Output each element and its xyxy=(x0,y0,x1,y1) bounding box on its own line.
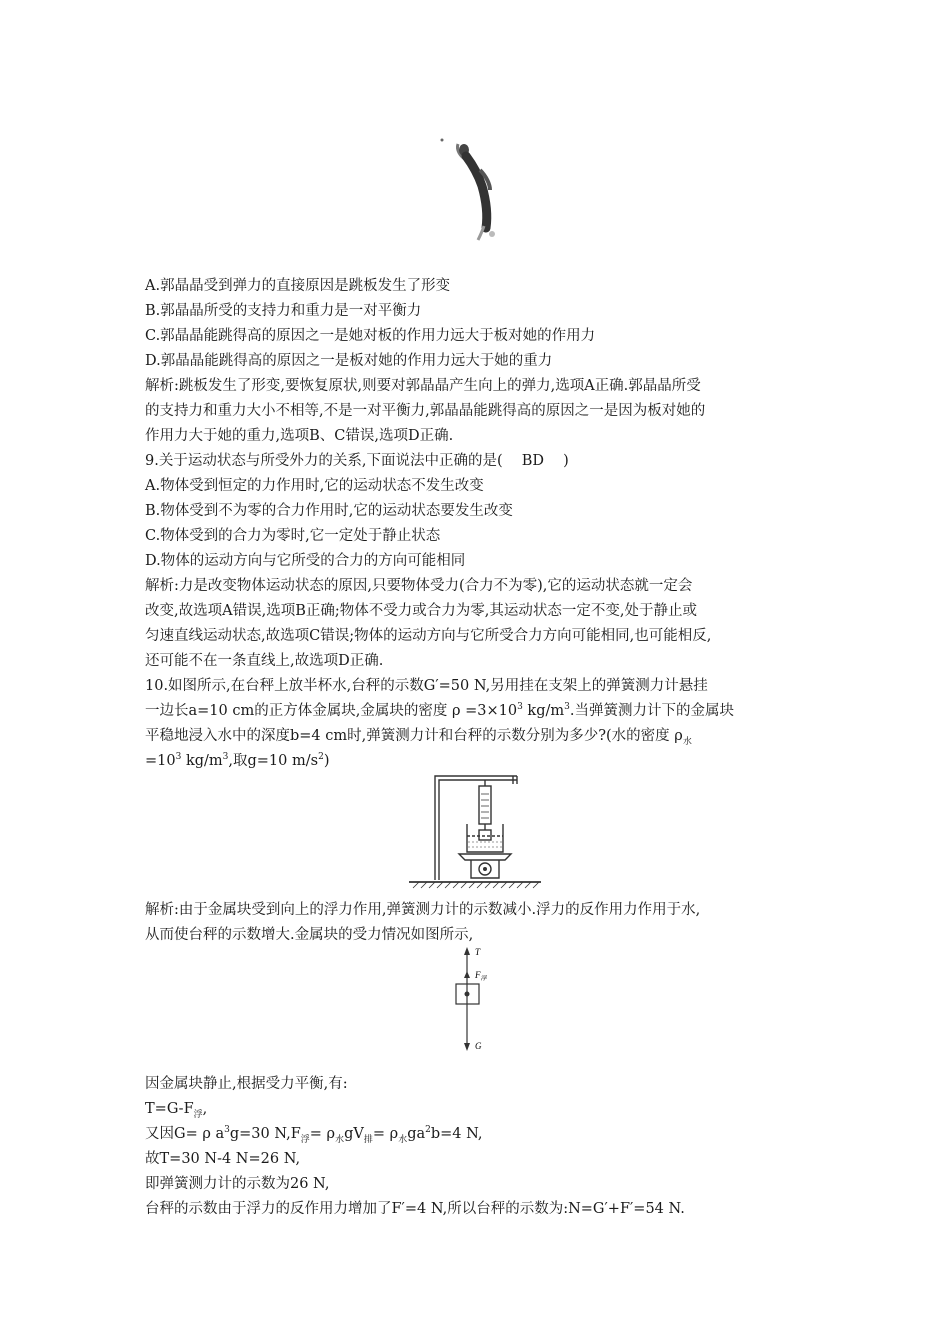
q8-analysis-line-1: 解析:跳板发生了形变,要恢复原状,则要对郭晶晶产生向上的弹力,选项A正确.郭晶晶所受 xyxy=(145,378,701,394)
solution-line-2: $T=G-F_浮$, xyxy=(145,1101,208,1120)
q8-option-b: B.郭晶晶所受的支持力和重力是一对平衡力 xyxy=(145,303,422,319)
diver-legs xyxy=(478,226,484,240)
support-frame xyxy=(435,776,517,880)
q9-option-b: B.物体受到不为零的合力作用时,它的运动状态要发生改变 xyxy=(145,503,513,519)
scale-pan xyxy=(459,854,511,860)
q9-analysis-line-2: 改变,故选项A错误,选项B正确;物体不受力或合力为零,其运动状态一定不变,处于静止或 xyxy=(145,603,697,619)
q8-option-c: C.郭晶晶能跳得高的原因之一是她对板的作用力远大于板对她的作用力 xyxy=(145,328,596,344)
solution-line-6: 台秤的示数由于浮力的反作用力增加了F′=4 N,所以台秤的示数为:N=G′+F′=54 N. xyxy=(145,1201,685,1217)
water-lines xyxy=(468,842,502,847)
q9-analysis-line-3: 匀速直线运动状态,故选项C错误;物体的运动方向与它所受合力方向可能相同,也可能相反, xyxy=(145,628,712,644)
force-diagram xyxy=(445,945,515,1053)
diver-feet xyxy=(489,231,495,237)
spring-scale-ticks xyxy=(481,794,489,818)
solution-line-5: 即弹簧测力计的示数为26 N, xyxy=(145,1176,330,1192)
q10-stem-line-1: 10.如图所示,在台秤上放半杯水,台秤的示数G′=50 N,另用挂在支架上的弹簧测力计悬挂 xyxy=(145,678,708,694)
solution-line-1: 因金属块静止,根据受力平衡,有: xyxy=(145,1076,348,1092)
q9-option-d: D.物体的运动方向与它所受的合力的方向可能相同 xyxy=(145,553,466,569)
q9-stem: 9.关于运动状态与所受外力的关系,下面说法中正确的是( BD ) xyxy=(145,453,569,469)
q10-stem-line-2: 一边长a=10 cm的正方体金属块,金属块的密度 $\rho =3\times 10^3$ $kg/m^3$.当弹簧测力计下的金属块 xyxy=(145,702,734,719)
q9-analysis-line-1: 解析:力是改变物体运动状态的原因,只要物体受力(合力不为零),它的运动状态就一定会 xyxy=(145,578,693,594)
buoyancy-arrowhead xyxy=(464,971,470,978)
tension-arrowhead xyxy=(464,947,470,955)
tension-label: T xyxy=(475,947,481,957)
diver-body xyxy=(466,156,487,228)
q8-analysis-line-2: 的支持力和重力大小不相等,不是一对平衡力,郭晶晶能跳得高的原因之一是因为板对她的 xyxy=(145,403,706,419)
gravity-label: G xyxy=(475,1041,482,1051)
scale-dial-center xyxy=(483,867,487,871)
ground-hatching xyxy=(413,882,539,888)
q8-option-a: A.郭晶晶受到弹力的直接原因是跳板发生了形变 xyxy=(145,278,451,294)
block-center-dot xyxy=(465,992,470,997)
q10-analysis-line-2: 从而使台秤的示数增大.金属块的受力情况如图所示, xyxy=(145,927,474,943)
diver-hand xyxy=(441,139,444,142)
apparatus-figure xyxy=(405,772,545,892)
metal-block xyxy=(479,830,491,840)
q8-option-d: D.郭晶晶能跳得高的原因之一是板对她的作用力远大于她的重力 xyxy=(145,353,553,369)
q8-analysis-line-3: 作用力大于她的重力,选项B、C错误,选项D正确. xyxy=(145,428,454,444)
q10-stem-line-4: $=10^3$ $kg/m^3$,取g=10 $m/s^2$) xyxy=(145,752,330,769)
solution-line-3: 又因G= ρ $a^3g=30$ $N,F_浮= \rho_水gV_排= \rho_水ga^2b=4$ N, xyxy=(145,1125,483,1145)
gravity-arrowhead xyxy=(464,1043,470,1051)
support-frame-inner xyxy=(439,780,517,880)
q9-analysis-line-4: 还可能不在一条直线上,故选项D正确. xyxy=(145,653,384,669)
solution-line-4: 故T=30 N-4 N=26 N, xyxy=(145,1151,301,1167)
q9-option-a: A.物体受到恒定的力作用时,它的运动状态不发生改变 xyxy=(145,478,484,494)
q10-analysis-line-1: 解析:由于金属块受到向上的浮力作用,弹簧测力计的示数减小.浮力的反作用力作用于水, xyxy=(145,902,701,918)
q10-stem-line-3: 平稳地浸入水中的深度b=4 cm时,弹簧测力计和台秤的示数分别为多少?(水的密度 $\rho_水$ xyxy=(145,728,692,747)
diver-image xyxy=(420,130,530,245)
q9-option-c: C.物体受到的合力为零时,它一定处于静止状态 xyxy=(145,528,441,544)
buoyancy-label: $F_浮$ xyxy=(475,970,487,982)
